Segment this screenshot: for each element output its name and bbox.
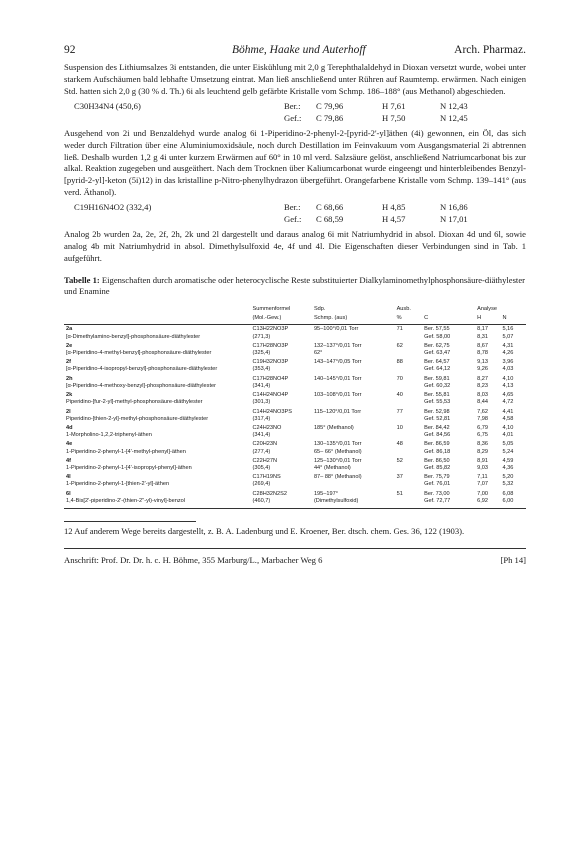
header-cell: N [501, 315, 526, 325]
molecular-weight: (277,4) [252, 448, 271, 455]
yield: 62 [396, 342, 403, 349]
table-cell [501, 375, 526, 391]
table-cell [395, 325, 423, 342]
table-cell [422, 325, 475, 342]
ber-h: H 4,85 [382, 202, 406, 213]
calc-c: Ber. 75,79 [424, 474, 450, 481]
yield: 88 [396, 359, 403, 366]
found-c: Gef. 60,32 [424, 382, 451, 389]
table-cell [501, 490, 526, 509]
table-cell [422, 358, 475, 374]
gef-label: Gef.: [284, 214, 302, 225]
properties-table [64, 306, 526, 509]
found-n: 6,00 [502, 497, 514, 504]
table-cell [395, 457, 423, 473]
table-cell [475, 457, 500, 473]
table-cell [422, 408, 475, 424]
compound-name: 1,4-Bis[2'-piperidino-2'-(thien-2''-yl)-vinyl]-benzol [66, 497, 185, 504]
table-cell [395, 408, 423, 424]
ber-n: N 16,86 [440, 202, 468, 213]
gef-c: C 68,59 [316, 214, 344, 225]
table-cell [250, 325, 311, 342]
found-n: 5,24 [502, 448, 514, 455]
table-cell [250, 358, 311, 374]
table-cell [422, 490, 475, 509]
ber-label: Ber.: [284, 202, 301, 213]
calc-h: 8,27 [477, 375, 488, 382]
table-cell [312, 457, 395, 473]
compound-id: 2h [66, 375, 73, 382]
address-rule [64, 548, 526, 549]
melting-point: 44° (Methanol) [313, 464, 351, 471]
table-cell [250, 391, 311, 407]
compound-id: 2l [66, 408, 71, 415]
found-h: 6,92 [477, 497, 488, 504]
header-cell: (Mol.-Gew.) [250, 315, 311, 325]
found-h: 9,26 [477, 366, 488, 373]
found-h: 8,44 [477, 399, 488, 406]
molecular-formula: C14H24NO4P [252, 392, 289, 399]
table-cell [250, 342, 311, 358]
molecular-weight: (325,4) [252, 350, 271, 357]
found-n: 4,72 [502, 399, 514, 406]
compound-id: 4d [66, 424, 73, 431]
table-cell [250, 457, 311, 473]
header-cell: Ausb. [396, 306, 411, 313]
table-cell [501, 358, 526, 374]
table-cell [395, 473, 423, 489]
table-cell [250, 408, 311, 424]
page-number: 92 [64, 44, 76, 56]
molecular-weight: (353,4) [252, 366, 271, 373]
yield: 77 [396, 408, 403, 415]
table-cell [422, 375, 475, 391]
calc-c: Ber. 84,42 [424, 424, 450, 431]
table-cell [475, 375, 500, 391]
ber-label: Ber.: [284, 100, 301, 111]
document-page [64, 44, 526, 567]
yield: 71 [396, 326, 403, 333]
molecular-formula: C17H28NO3P [252, 342, 289, 349]
table-cell [501, 424, 526, 440]
calc-h: 7,00 [477, 490, 488, 497]
ber-c: C 79,96 [316, 100, 344, 111]
boiling-point: 95–100°/0,01 Torr [313, 326, 359, 333]
boiling-point: 143–147°/0,05 Torr [313, 359, 362, 366]
calc-h: 7,11 [477, 474, 488, 481]
table-cell [64, 342, 250, 358]
table-row [64, 424, 526, 440]
table-cell [64, 325, 250, 342]
melting-point: 62° [313, 350, 323, 357]
calc-c: Ber. 59,81 [424, 375, 450, 382]
found-n: 4,03 [502, 366, 514, 373]
calc-n: 4,59 [502, 457, 514, 464]
calc-c: Ber. 62,75 [424, 342, 450, 349]
melting-point: (Dimethylsulfoxid) [313, 497, 359, 504]
gef-n: N 17,01 [440, 214, 468, 225]
table-row [64, 342, 526, 358]
found-n: 5,07 [502, 333, 514, 340]
compound-id: 4l [66, 474, 71, 481]
gef-h: H 7,50 [382, 112, 406, 123]
compound-id: 4e [66, 441, 73, 448]
compound-id: 2k [66, 392, 73, 399]
header-cell: C [422, 315, 475, 325]
table-caption [64, 275, 526, 298]
calc-n: 4,41 [502, 408, 514, 415]
found-n: 4,01 [502, 432, 514, 439]
table-cell [395, 424, 423, 440]
calc-n: 5,16 [502, 326, 514, 333]
calc-h: 8,36 [477, 441, 488, 448]
footnote: 12 Auf anderem Wege bereits dargestellt, z. B. A. Ladenburg und E. Kroener, Ber. dtsch. chem. Ges. 36, 122 (1903). [64, 525, 465, 536]
formula: C30H34N4 (450,6) [74, 100, 141, 111]
compound-id: 2e [66, 342, 73, 349]
table-cell [422, 342, 475, 358]
gef-label: Gef.: [284, 112, 302, 123]
paragraph-3: Analog 2b wurden 2a, 2e, 2f, 2h, 2k und 2l dargestellt und daraus analog 6i mit Natriumhydrid in absol. Dioxan 4d und 6l, sowie analog 4b mit Natriumhydrid in absol. Dimethylsulfoxid 4e, 4f und 4l. Die Eigenschaften dieser Verbindungen sind in Tab. 1 aufgeführt. [64, 229, 526, 263]
table-row [64, 358, 526, 374]
compound-name: 1-Morpholino-1,2,2-triphenyl-äthen [66, 432, 152, 439]
table-cell [312, 473, 395, 489]
table-cell [501, 473, 526, 489]
table-cell [501, 440, 526, 456]
calc-n: 5,05 [502, 441, 514, 448]
table-cell [312, 375, 395, 391]
yield: 70 [396, 375, 403, 382]
table-row [64, 490, 526, 509]
table-cell [312, 391, 395, 407]
table-header-row-2 [64, 315, 526, 325]
molecular-formula: C14H24NO3PS [252, 408, 292, 415]
table-cell [422, 391, 475, 407]
table-cell [475, 391, 500, 407]
gef-c: C 79,86 [316, 112, 344, 123]
calc-h: 8,67 [477, 342, 488, 349]
found-c: Gef. 55,53 [424, 399, 451, 406]
table-cell [395, 490, 423, 509]
found-h: 7,07 [477, 481, 488, 488]
header-cell: H [475, 315, 500, 325]
compound-name: [α-Piperidino-4-isopropyl-benzyl]-phosphonsäure-diäthylester [66, 366, 218, 373]
calc-h: 8,17 [477, 326, 488, 333]
calc-n: 4,65 [502, 392, 514, 399]
paragraph-2: Ausgehend von 2i und Benzaldehyd wurde analog 6i 1-Piperidino-2-phenyl-2-[pyrid-2'-yl]äthen (4i) gewonnen, ein Öl, das sich weder durch Filtration über eine Aluminiumoxidsäule, noch durch Destillation im Feinvakuum vom Ausgangsmaterial 2i abtrennen ließ. Deshalb wurden 1,2 g 4i unter kurzem Erwärmen auf 60° in 10 ml verd. Salzsäure gelöst, anschließend Natriumcarbonat bis zur alkal. Reaktion zugegeben und ausgeäthert. Nach dem Trocknen über Kaliumcarbonat wurde eingeengt und hinterbleibendes Benzyl-[pyrid-2-yl]-keton (5i)12) in das kristalline p-Nitro-phenylhydrazon übergeführt. Orangefarbene Kristalle vom Schmp. 139–141° (aus verd. Äthanol). [64, 127, 526, 198]
table-row [64, 473, 526, 489]
compound-name: [α-Piperidino-4-methoxy-benzyl]-phosphonsäure-diäthylester [66, 382, 216, 389]
boiling-point: 87– 88° (Methanol) [313, 474, 362, 481]
table-cell [475, 408, 500, 424]
table-row [64, 375, 526, 391]
compound-name: 1-Piperidino-2-phenyl-1-[4'-methyl-phenyl]-äthen [66, 448, 186, 455]
table-cell [395, 440, 423, 456]
found-c: Gef. 76,01 [424, 481, 451, 488]
table-cell [312, 358, 395, 374]
table-cell [64, 358, 250, 374]
calc-c: Ber. 86,50 [424, 457, 450, 464]
table-header-row-1 [64, 306, 526, 315]
running-title: Böhme, Haake und Auterhoff [232, 44, 366, 56]
found-c: Gef. 72,77 [424, 497, 451, 504]
journal-name: Arch. Pharmaz. [454, 44, 526, 56]
header-cell: Summenformel [252, 306, 291, 313]
yield: 37 [396, 474, 403, 481]
table-cell [475, 325, 500, 342]
table-cell [250, 473, 311, 489]
found-c: Gef. 64,12 [424, 366, 451, 373]
molecular-weight: (269,4) [252, 481, 271, 488]
address-line [64, 555, 526, 567]
header-cell [422, 306, 475, 315]
calc-c: Ber. 55,81 [424, 392, 450, 399]
calc-c: Ber. 73,00 [424, 490, 450, 497]
calc-c: Ber. 52,98 [424, 408, 450, 415]
yield: 10 [396, 424, 403, 431]
table-cell [475, 473, 500, 489]
compound-id: 4f [66, 457, 71, 464]
calc-c: Ber. 86,59 [424, 441, 450, 448]
running-header [64, 44, 526, 62]
boiling-point: 125–130°/0,01 Torr [313, 457, 362, 464]
molecular-weight: (301,3) [252, 399, 271, 406]
table-row [64, 325, 526, 342]
boiling-point: 130–135°/0,01 Torr [313, 441, 362, 448]
calc-h: 6,79 [477, 424, 488, 431]
table-cell [64, 391, 250, 407]
ber-c: C 68,66 [316, 202, 344, 213]
calc-n: 4,10 [502, 424, 514, 431]
molecular-formula: C28H32N2S2 [252, 490, 288, 497]
table-cell [312, 342, 395, 358]
boiling-point: 195–197° [313, 490, 338, 497]
calc-n: 3,96 [502, 359, 514, 366]
table-cell [250, 375, 311, 391]
table-cell [395, 358, 423, 374]
found-h: 7,98 [477, 415, 488, 422]
calc-n: 4,31 [502, 342, 514, 349]
found-h: 8,78 [477, 350, 488, 357]
calc-h: 9,13 [477, 359, 488, 366]
yield: 52 [396, 457, 403, 464]
table-cell [250, 440, 311, 456]
found-h: 8,23 [477, 382, 488, 389]
calc-n: 4,10 [502, 375, 514, 382]
compound-name: Piperidino-[fur-2-yl]-methyl-phosphonsäure-diäthylester [66, 399, 203, 406]
boiling-point: 132–137°/0,01 Torr [313, 342, 362, 349]
compound-id: 2f [66, 359, 71, 366]
compound-name: [α-Piperidino-4-methyl-benzyl]-phosphonsäure-diäthylester [66, 350, 212, 357]
table-cell [395, 391, 423, 407]
table-row [64, 408, 526, 424]
calc-h: 8,91 [477, 457, 488, 464]
molecular-weight: (317,4) [252, 415, 271, 422]
table-cell [64, 457, 250, 473]
table-cell [501, 342, 526, 358]
paragraph-1: Suspension des Lithiumsalzes 3i entstanden, die unter Eiskühlung mit 2,0 g Terephthalaldehyd in Dioxan versetzt wurde, wobei unter starkem Aufschäumen bald lebhafte Umsetzung eintrat. Man ließ anschließend unter Rühren auf Raumtemp. erwärmen. Nach einigen Std. hatten sich 2,0 g (30 % d. Th.) 6i als leuchtend gelb gefärbte Kristalle vom Schmp. 186–188° (aus Methanol) abgeschieden. [64, 62, 526, 96]
compound-name: 1-Piperidino-2-phenyl-1-[thien-2'-yl]-äthen [66, 481, 170, 488]
table-cell [475, 342, 500, 358]
table-row [64, 440, 526, 456]
table-cell [475, 440, 500, 456]
elemental-analysis-2 [64, 201, 526, 225]
molecular-weight: (341,4) [252, 432, 271, 439]
table-row [64, 457, 526, 473]
gef-h: H 4,57 [382, 214, 406, 225]
molecular-formula: C19H32NO3P [252, 359, 289, 366]
molecular-weight: (305,4) [252, 464, 271, 471]
found-n: 4,26 [502, 350, 514, 357]
compound-id: 2a [66, 326, 73, 333]
found-c: Gef. 58,00 [424, 333, 451, 340]
found-c: Gef. 63,47 [424, 350, 451, 357]
melting-point: 65– 66° (Methanol) [313, 448, 362, 455]
manuscript-code: [Ph 14] [500, 554, 526, 565]
table-row [64, 391, 526, 407]
table-cell [64, 375, 250, 391]
molecular-formula: C17H19NS [252, 474, 281, 481]
compound-name: [α-Dimethylamino-benzyl]-phosphonsäure-diäthylester [66, 333, 201, 340]
header-cell: % [395, 315, 423, 325]
table-cell [501, 391, 526, 407]
yield: 51 [396, 490, 403, 497]
ber-n: N 12,43 [440, 100, 468, 111]
boiling-point: 103–108°/0,01 Torr [313, 392, 362, 399]
header-cell [64, 306, 250, 315]
header-cell: Sdp. [313, 306, 326, 313]
compound-id: 6l [66, 490, 71, 497]
boiling-point: 185° (Methanol) [313, 424, 354, 431]
table-cell [501, 325, 526, 342]
calc-h: 7,62 [477, 408, 488, 415]
table-cell [395, 375, 423, 391]
table-cell [250, 424, 311, 440]
gef-n: N 12,45 [440, 112, 468, 123]
table-cell [422, 424, 475, 440]
molecular-weight: (271,3) [252, 333, 271, 340]
boiling-point: 115–120°/0,01 Torr [313, 408, 362, 415]
table-cell [312, 440, 395, 456]
compound-name: 1-Piperidino-2-phenyl-1-[4'-isopropyl-phenyl]-äthen [66, 464, 192, 471]
table-cell [312, 325, 395, 342]
molecular-weight: (341,4) [252, 382, 271, 389]
ber-h: H 7,61 [382, 100, 406, 111]
found-c: Gef. 52,81 [424, 415, 451, 422]
table-cell [250, 490, 311, 509]
molecular-formula: C24H23NO [252, 424, 282, 431]
found-c: Gef. 85,82 [424, 464, 451, 471]
author-address: Anschrift: Prof. Dr. Dr. h. c. H. Böhme, 355 Marburg/L., Marbacher Weg 6 [64, 554, 323, 565]
table-cell [64, 440, 250, 456]
table-cell [64, 424, 250, 440]
footnote-rule [64, 521, 196, 522]
table-cell [64, 473, 250, 489]
yield: 48 [396, 441, 403, 448]
elemental-analysis-1 [64, 100, 526, 124]
table-cell [475, 424, 500, 440]
table-cell [501, 408, 526, 424]
header-cell: Schmp. (aus) [312, 315, 395, 325]
header-cell [64, 315, 250, 325]
molecular-formula: C13H22NO3P [252, 326, 289, 333]
molecular-formula: C22H27N [252, 457, 278, 464]
calc-h: 8,03 [477, 392, 488, 399]
found-c: Gef. 84,56 [424, 432, 451, 439]
formula: C19H16N4O2 (332,4) [74, 202, 152, 213]
calc-c: Ber. 64,57 [424, 359, 450, 366]
table-cell [64, 490, 250, 509]
calc-n: 5,20 [502, 474, 514, 481]
found-n: 4,13 [502, 382, 514, 389]
molecular-weight: (460,7) [252, 497, 271, 504]
found-n: 4,58 [502, 415, 514, 422]
table-caption-label: Tabelle 1: [64, 274, 100, 285]
table-cell [312, 408, 395, 424]
found-c: Gef. 86,18 [424, 448, 451, 455]
table-cell [422, 473, 475, 489]
compound-name: Piperidino-[thien-2-yl]-methyl-phosphonsäure-diäthylester [66, 415, 209, 422]
table-cell [395, 342, 423, 358]
calc-c: Ber. 57,55 [424, 326, 450, 333]
found-h: 6,75 [477, 432, 488, 439]
header-cell: Analyse [477, 306, 497, 313]
table-cell [475, 358, 500, 374]
found-h: 8,29 [477, 448, 488, 455]
calc-n: 6,08 [502, 490, 514, 497]
table-cell [312, 490, 395, 509]
molecular-formula: C20H23N [252, 441, 278, 448]
table-cell [475, 490, 500, 509]
table-cell [422, 457, 475, 473]
yield: 40 [396, 392, 403, 399]
table-cell [312, 424, 395, 440]
found-n: 5,32 [502, 481, 514, 488]
table-cell [64, 408, 250, 424]
table-cell [422, 440, 475, 456]
found-h: 9,03 [477, 464, 488, 471]
found-n: 4,36 [502, 464, 514, 471]
table-cell [501, 457, 526, 473]
header-cell [501, 306, 526, 315]
molecular-formula: C17H28NO4P [252, 375, 289, 382]
found-h: 8,31 [477, 333, 488, 340]
table-caption-text: Eigenschaften durch aromatische oder heterocyclische Reste substituierter Dialkylaminomethylphosphonsäure-diäthylester und Enamine [64, 274, 525, 297]
boiling-point: 140–145°/0,01 Torr [313, 375, 362, 382]
